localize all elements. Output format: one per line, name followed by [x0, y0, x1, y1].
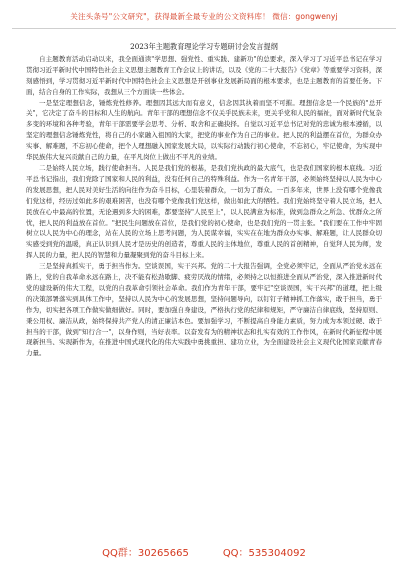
paragraph-point-one: 一是坚定理想信念，锤炼党性修养。理想因其远大而有意义，信念因其执着而坚不可摧。理想信念是一个民族的"总开关"，它决定了奋斗的目标和人生的航向。青年干部的理想信念不仅关乎民族未来，更关乎党和人民的福祉，面对新时代复杂多变的环境和各种考验，青年干部需要学会思考、分析、取舍和正确抉择。自觉以习近平总书记对党的忠诚为根本遵循，以坚定的理想信念锤炼党性，将自己的小家融入祖国的大家，把党的事业作为自己的事业。把人民的利益摆在首位，为群众办实事、解难题，不忘初心使命，把个人理想融入国家发展大局，以实际行动践行初心使命，不忘初心，牢记使命，为实现中华民族伟大复兴贡献自己的力量，在平凡岗位上做出不平凡的业绩。: [26, 98, 382, 162]
banner-text: 关注头条号"公文研究"，获得最新全最专业的公文资料库！ 微信：gongwenyj: [70, 11, 338, 21]
document-body: [26, 42, 382, 359]
qq-number-label: QQ：535304092: [222, 547, 306, 559]
paragraph-intro: 自主题教育活动启动以来，我全面通读"学思想、强党性、重实践、建新功"的总要求，深入学习了习近平总书记在学习贯彻习近平新时代中国特色社会主义思想主题教育工作会议上的讲话，以及《党的二十大报告》《党章》等重要学习资料，深刻感悟到，学习贯彻习近平新时代中国特色社会主义思想是开创事业发展新局面的根本要求，也是主题教育的首要任务。下面，结合自身的工作实际，我想从三个方面谈一些体会。: [26, 54, 382, 96]
document-title: 2023年主题教育理论学习专题研讨会发言提纲: [130, 42, 278, 51]
promo-banner: [12, 4, 396, 29]
contact-footer: [0, 541, 408, 561]
qq-group-label: QQ群：30265665: [102, 547, 189, 559]
paragraph-point-three: 三是坚持真抓实干，勇于担当作为。空谈误国，实干兴邦。党的二十大报告强调，全党必须牢记，全面从严治党永远在路上，党的自我革命永远在路上，决不能有松劲歇脚、疲劳厌战的情绪，必须持之以恒推进全面从严治党，深入推进新时代党的建设新的伟大工程，以党的自我革命引领社会革命。我们作为青年干部，要牢记"空谈误国，实干兴邦"的道理，把上级的决策部署落实到具体工作中，坚持以人民为中心的发展思想，坚持问题导向，以钉钉子精神抓工作落实，敢于担当，勇于作为，切实把各项工作做实做细做好。同时，要加强自身建设，严格执行党的纪律和规矩，严守廉洁自律底线，坚持原则、秉公用权、廉洁从政，始终保持共产党人的清正廉洁本色。要加强学习，不断提高自身能力素质，努力成为本领过硬、敢于担当的干部，做到"知行合一"，以身作则，当好表率。以奋发有为的精神状态和扎实有效的工作作风，在新时代新征程中展现新担当、实现新作为，在推进中国式现代化的伟大实践中勇挑重担、建功立业，为全面建设社会主义现代化国家贡献青春力量。: [26, 262, 382, 358]
paragraph-point-two: 二是始终人民立场，践行使命担当。人民是我们党的根基，是我们党执政的最大底气，也是我们国家的根本底线。习近平总书记指出，我们党除了国家和人民的利益，没有任何自己的特殊利益。作为一名青年干部，必须始终坚持以人民为中心的发展思想，把人民对美好生活的向往作为奋斗目标，心里装着群众，一切为了群众。一百多年来，世界上没有哪个党像我们党这样，经历过如此多的艰难困苦，也没有哪个党像我们党这样，做出如此大的牺牲。我们党始终坚守着人民立场，把人民放在心中最高的位置，无论遇到多大的困难，都要坚持"人民至上"，以人民满意为标准，做到急群众之所急、忧群众之所忧，把人民的利益放在首位。"把民生问题放在首位，是我们党的初心使命，也是我们党的一贯主张。"我们要在工作中牢固树立以人民为中心的理念，站在人民的立场上思考问题，为人民谋幸福，实实在在地为群众办实事、解难题，让人民群众切实感受到党的温暖，真正认识到人民才是历史的创造者，尊重人民的主体地位，尊重人民的首创精神，自觉拜人民为师，发挥人民的力量，把人民的智慧和力量凝聚到党的奋斗目标上来。: [26, 163, 382, 260]
